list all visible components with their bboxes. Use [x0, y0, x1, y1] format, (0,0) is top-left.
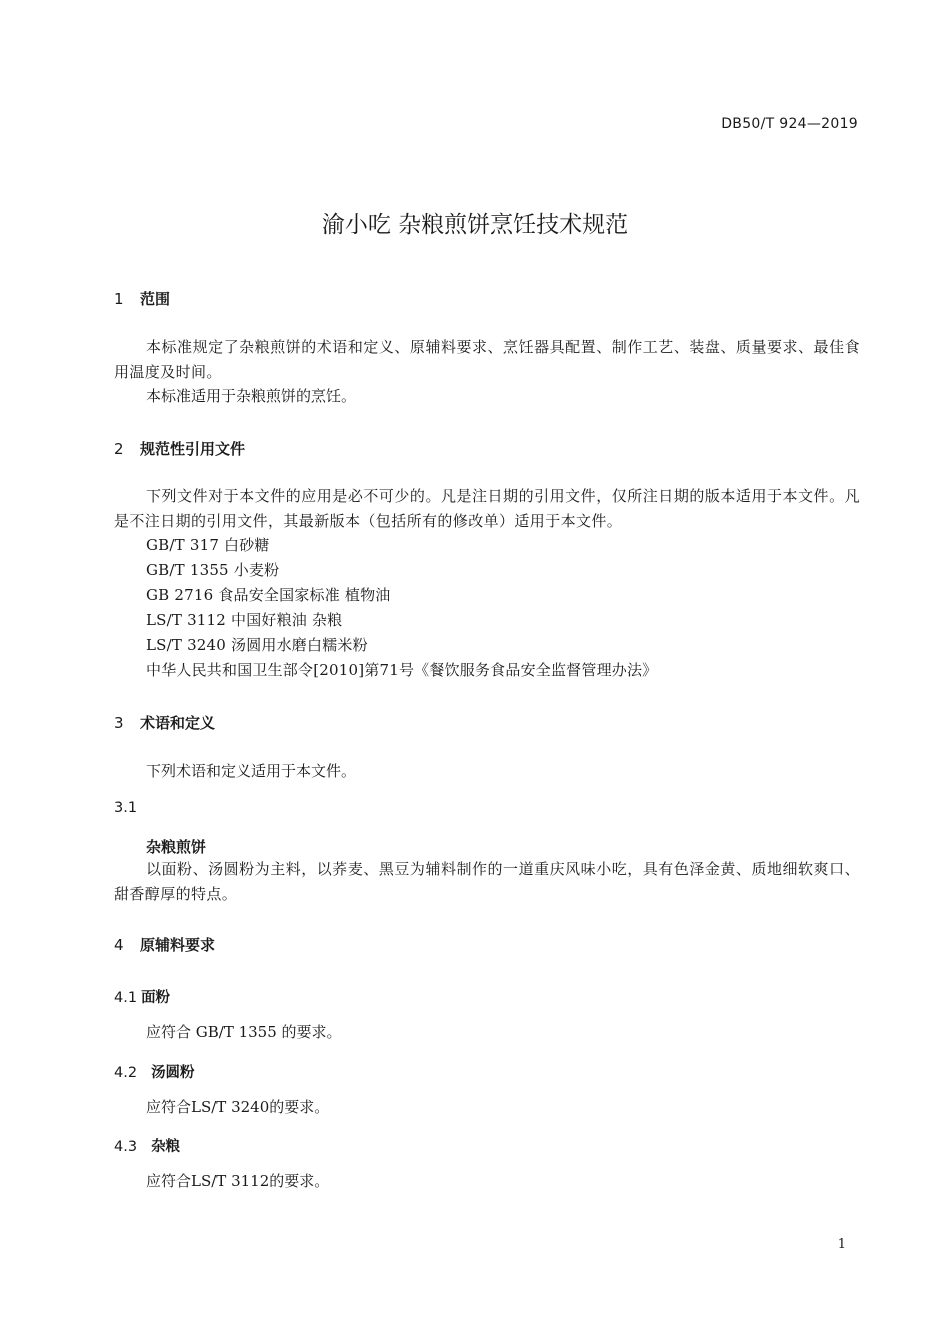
reference-item: GB/T 317 白砂糖 — [146, 536, 270, 554]
section-1-title: 范围 — [140, 290, 171, 308]
section-2-number: 2 — [114, 440, 124, 458]
section-3-intro: 下列术语和定义适用于本文件。 — [146, 762, 357, 780]
subsection-4-2-text: 应符合LS/T 3240的要求。 — [146, 1098, 330, 1116]
subsection-4-2-title: 汤圆粉 — [151, 1065, 195, 1081]
page-number: 1 — [837, 1237, 846, 1252]
subsection-4-3-title: 杂粮 — [151, 1139, 181, 1155]
reference-item: 中华人民共和国卫生部令[2010]第71号《餐饮服务食品安全监督管理办法》 — [146, 661, 658, 679]
subsection-4-3-number: 4.3 — [114, 1139, 138, 1155]
standard-code: DB50/T 924—2019 — [721, 116, 858, 132]
document-title: 渝小吃 杂粮煎饼烹饪技术规范 — [321, 212, 629, 238]
section-4-heading — [114, 934, 215, 955]
subsection-4-3-heading — [114, 1135, 180, 1156]
section-1-heading — [114, 288, 170, 309]
section-4-title: 原辅料要求 — [140, 936, 216, 954]
term-definition: 以面粉、汤圆粉为主料，以荞麦、黑豆为辅料制作的一道重庆风味小吃，具有色泽金黄、质地细软爽口、甜香醇厚的特点。 — [114, 860, 860, 903]
term-name: 杂粮煎饼 — [146, 838, 207, 856]
reference-item: LS/T 3240 汤圆用水磨白糯米粉 — [146, 636, 368, 654]
subsection-4-1-text: 应符合 GB/T 1355 的要求。 — [146, 1023, 342, 1041]
section-3-number: 3 — [114, 714, 124, 732]
section-2-title: 规范性引用文件 — [140, 440, 246, 458]
section-4-number: 4 — [114, 936, 124, 954]
section-3-title: 术语和定义 — [140, 714, 216, 732]
section-1-paragraph-2: 本标准适用于杂粮煎饼的烹饪。 — [146, 387, 357, 405]
section-1-number: 1 — [114, 290, 124, 308]
subsection-4-2-number: 4.2 — [114, 1065, 138, 1081]
subsection-4-1-number: 4.1 — [114, 990, 138, 1006]
reference-item: GB 2716 食品安全国家标准 植物油 — [146, 586, 391, 604]
subsection-4-1-heading — [114, 986, 170, 1007]
section-2-heading — [114, 438, 245, 459]
reference-item: GB/T 1355 小麦粉 — [146, 561, 280, 579]
section-1-paragraph-1: 本标准规定了杂粮煎饼的术语和定义、原辅料要求、烹饪器具配置、制作工艺、装盘、质量要求、最佳食用温度及时间。 — [114, 338, 860, 381]
subsection-4-2-heading — [114, 1061, 195, 1082]
section-3-heading — [114, 712, 215, 733]
subsection-4-3-text: 应符合LS/T 3112的要求。 — [146, 1172, 330, 1190]
subsection-4-1-title: 面粉 — [141, 990, 171, 1006]
section-2-intro: 下列文件对于本文件的应用是必不可少的。凡是注日期的引用文件，仅所注日期的版本适用于本文件。凡是不注日期的引用文件，其最新版本（包括所有的修改单）适用于本文件。 — [114, 487, 860, 530]
reference-item: LS/T 3112 中国好粮油 杂粮 — [146, 611, 343, 629]
subsection-3-1-number: 3.1 — [114, 800, 138, 816]
